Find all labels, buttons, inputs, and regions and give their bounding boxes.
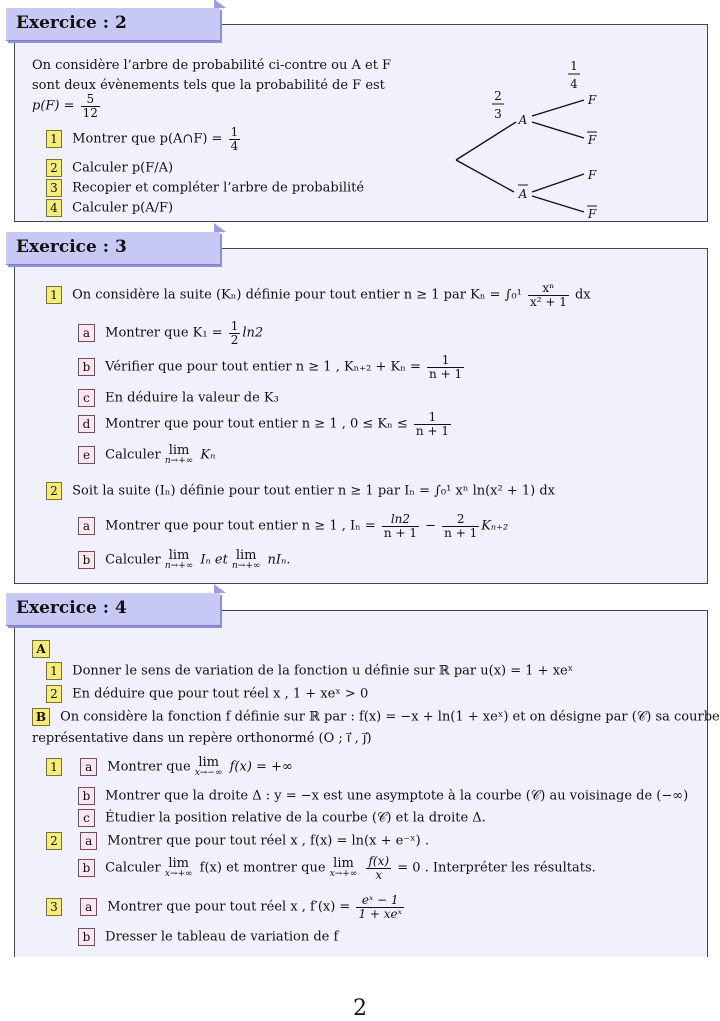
tree-leaf-Fbar1: F (587, 133, 597, 147)
tree-leaf-F2: F (587, 168, 597, 182)
q3b-text: Dresser le tableau de variation de f (105, 929, 339, 945)
a2-f1d: n + 1 (383, 525, 417, 540)
b2-lim2: lim (235, 548, 257, 563)
item-e-text: Calculer (105, 447, 161, 463)
q2b-mid: f(x) et montrer que (199, 860, 326, 876)
ex3-d (78, 411, 453, 437)
part1-dx: dx (574, 287, 591, 303)
q1-fn: 1 (230, 125, 239, 139)
ex4-q1c (78, 809, 486, 827)
item-d-fraction (414, 411, 451, 437)
d-fd: n + 1 (415, 423, 449, 438)
item-a2-fraction2 (442, 513, 479, 539)
tree-pA-num: 2 (494, 89, 502, 103)
q2b-sub2: x→+∞ (329, 869, 358, 880)
q4-number-badge: 4 (46, 199, 62, 217)
pf-den: 12 (82, 105, 98, 120)
ex2-q2 (46, 159, 173, 177)
item-b-fraction (427, 354, 464, 380)
item-b2-limit2 (232, 549, 260, 571)
item-b-text: Vérifier que pour tout entier n ≥ 1 , Kₙ₊₂ + Kₙ = (105, 359, 421, 375)
ex3-b (78, 354, 466, 380)
q1a-label: a (80, 758, 97, 776)
b-fd: n + 1 (429, 366, 463, 381)
ex3-part1 (46, 282, 591, 308)
A2-text: En déduire que pour tout réel x , 1 + xeˣ > 0 (72, 686, 369, 702)
ex4-A1 (46, 662, 573, 680)
item-a2-end: Kₙ₊₂ (481, 518, 509, 534)
A1-number-badge: 1 (46, 662, 62, 680)
ex2-pf (32, 93, 102, 119)
part2-text: Soit la suite (Iₙ) définie pour tout entier n ≥ 1 par Iₙ = ∫₀¹ xⁿ ln(x² + 1) dx (72, 483, 556, 499)
tree-leaf-Fbar2: F (587, 207, 597, 221)
pf-num: 5 (81, 93, 100, 107)
ex4-A2 (46, 685, 368, 703)
q3-number-badge: 3 (46, 179, 62, 197)
q1-text: Montrer que p(A∩F) = (72, 131, 223, 147)
item-e-limit (165, 444, 193, 466)
p1-fn: xⁿ (528, 282, 569, 296)
a-fn: 1 (230, 319, 239, 333)
ex4-q3b (78, 928, 338, 946)
q2b-fn: f(x) (368, 854, 390, 868)
item-a-end: ln2 (242, 325, 264, 341)
b2-sub: n→+∞ (164, 561, 194, 571)
tree-leaf-F1: F (587, 93, 597, 107)
part1-fraction (528, 282, 569, 308)
ex3-a (78, 320, 263, 346)
part2-number-badge: 2 (46, 482, 62, 500)
header-fold (214, 223, 226, 232)
item-a2-label: a (78, 517, 95, 535)
q3a-fn: eˣ − 1 (356, 894, 403, 908)
q2-number-badge: 2 (46, 832, 62, 850)
exercise-3-title: Exercice : 3 (16, 237, 127, 257)
tree-pA-den: 3 (494, 107, 502, 121)
q2b-lim: lim (168, 856, 190, 872)
ex2-intro-1: On considère l’arbre de probabilité ci-contre ou A et F (32, 58, 392, 73)
a2-f1n: ln2 (382, 513, 419, 527)
a2-f2d: n + 1 (444, 525, 478, 540)
e-lim: lim (168, 443, 190, 458)
q1a-lim: lim (198, 755, 219, 770)
ex2-q4 (46, 199, 173, 217)
q4-text: Calculer p(A/F) (72, 200, 174, 216)
partB-badge: B (32, 708, 50, 726)
item-b2-end: nIₙ. (267, 552, 291, 568)
q2b-limit2 (330, 857, 358, 879)
q3b-label: b (78, 928, 95, 946)
q2b-label: b (78, 859, 95, 877)
item-a2-minus: − (425, 518, 437, 534)
ex3-a2 (78, 513, 508, 539)
b2-sub2: n→+∞ (232, 561, 261, 571)
q3a-fraction (356, 894, 403, 920)
q2b-limit1 (165, 857, 193, 879)
item-b-label: b (78, 358, 95, 376)
item-d-text: Montrer que pour tout entier n ≥ 1 , 0 ≤ Kₙ ≤ (105, 416, 408, 432)
item-b2-text: Calculer (105, 552, 161, 568)
item-a2-fraction1 (382, 513, 419, 539)
item-a-label: a (78, 324, 95, 342)
q1a-end: f(x) = +∞ (229, 759, 293, 775)
item-a-text: Montrer que K₁ = (105, 325, 223, 341)
tree-node-Abar: A (518, 187, 528, 201)
q2-number-badge: 2 (46, 159, 62, 177)
q3-text: Recopier et compléter l’arbre de probabilité (72, 180, 365, 196)
b2-lim: lim (168, 548, 190, 563)
b-fn: 1 (427, 354, 464, 368)
header-fold (214, 0, 226, 8)
ex2-q1 (46, 126, 242, 152)
q1c-label: c (78, 809, 95, 827)
q3a-fd: 1 + xeˣ (358, 906, 402, 921)
item-c-text: En déduire la valeur de K₃ (105, 390, 279, 406)
item-b2-label: b (78, 551, 95, 569)
ex4-B-intro1 (32, 708, 720, 726)
exercise-4-header (6, 593, 220, 626)
B-intro-1: On considère la fonction f définie sur ℝ par : f(x) = −x + ln(1 + xeˣ) et on désigne par (𝒞) sa courbe (60, 709, 720, 725)
e-sub: n→+∞ (164, 456, 194, 466)
part1-number-badge: 1 (46, 286, 62, 304)
q2b-sub: x→+∞ (164, 869, 193, 880)
a-fd: 2 (230, 332, 239, 347)
partA-badge: A (32, 640, 50, 658)
q3a-text: Montrer que pour tout réel x , f′(x) = (107, 899, 351, 915)
probability-tree (440, 56, 620, 224)
ex2-intro-2: sont deux évènements tels que la probabilité de F est (32, 78, 385, 93)
item-c-label: c (78, 389, 95, 407)
ex4-q3a (46, 894, 406, 920)
item-a-fraction (229, 320, 241, 346)
ex4-partA (32, 640, 56, 658)
q2b-fd: x (375, 867, 383, 882)
q2a-text: Montrer que pour tout réel x , f(x) = ln(x + e⁻ˣ) . (107, 833, 429, 849)
q2-text: Calculer p(F/A) (72, 160, 174, 176)
ex3-b2 (78, 549, 290, 571)
A1-text: Donner le sens de variation de la fonction u définie sur ℝ par u(x) = 1 + xeˣ (72, 663, 574, 679)
q1-fraction (229, 126, 241, 152)
item-b2-mid: Iₙ et (200, 552, 228, 568)
q1-number-badge: 1 (46, 130, 62, 148)
q3a-label: a (80, 898, 97, 916)
ex4-B-intro2: représentative dans un repère orthonormé (O ; i⃗ , j⃗) (32, 731, 372, 746)
ex3-c (78, 389, 279, 407)
ex4-q2a (46, 832, 429, 850)
ex4-q1b (78, 787, 688, 805)
item-a2-text: Montrer que pour tout entier n ≥ 1 , Iₙ = (105, 518, 376, 534)
header-fold (214, 584, 226, 593)
A2-number-badge: 2 (46, 685, 62, 703)
pf-fraction (81, 93, 100, 119)
q2b-fraction (366, 855, 391, 881)
exercise-2-header (6, 8, 220, 41)
tree-pFA-num: 1 (570, 59, 578, 73)
q1-number-badge: 1 (46, 758, 62, 776)
q3-number-badge: 3 (46, 898, 62, 916)
q2b-text: Calculer (105, 860, 161, 876)
item-b2-limit1 (165, 549, 193, 571)
q1a-limit (195, 756, 223, 778)
tree-node-A: A (518, 113, 528, 127)
tree-pFA-den: 4 (570, 77, 578, 91)
q1-fd: 4 (230, 138, 239, 153)
ex3-e (78, 444, 215, 466)
d-fn: 1 (414, 411, 451, 425)
q1c-text: Étudier la position relative de la courbe (𝒞) et la droite Δ. (105, 810, 486, 826)
pf-label: p(F) = (32, 98, 75, 114)
q2b-end: = 0 . Interpréter les résultats. (397, 860, 596, 876)
item-e-end: Kₙ (200, 447, 216, 463)
ex2-q3 (46, 179, 364, 197)
exercise-4-title: Exercice : 4 (16, 598, 127, 618)
ex4-q2b (78, 855, 596, 881)
page-number: 2 (353, 996, 367, 1021)
q1b-text: Montrer que la droite Δ : y = −x est une asymptote à la courbe (𝒞) au voisinage de (−∞) (105, 788, 689, 804)
item-d-label: d (78, 415, 95, 433)
q1a-text: Montrer que (107, 759, 191, 775)
q2a-label: a (80, 832, 97, 850)
ex3-part2 (46, 482, 555, 500)
q2b-lim2: lim (333, 856, 354, 872)
q1b-label: b (78, 787, 95, 805)
part1-text: On considère la suite (Kₙ) définie pour tout entier n ≥ 1 par Kₙ = ∫₀¹ (72, 287, 522, 303)
item-e-label: e (78, 446, 95, 464)
q1a-sub: x→−∞ (194, 768, 223, 778)
exercise-2-title: Exercice : 2 (16, 13, 127, 33)
p1-fd: x² + 1 (529, 294, 567, 309)
a2-f2n: 2 (442, 513, 479, 527)
exercise-3-header (6, 232, 220, 265)
ex4-q1a (46, 756, 293, 778)
